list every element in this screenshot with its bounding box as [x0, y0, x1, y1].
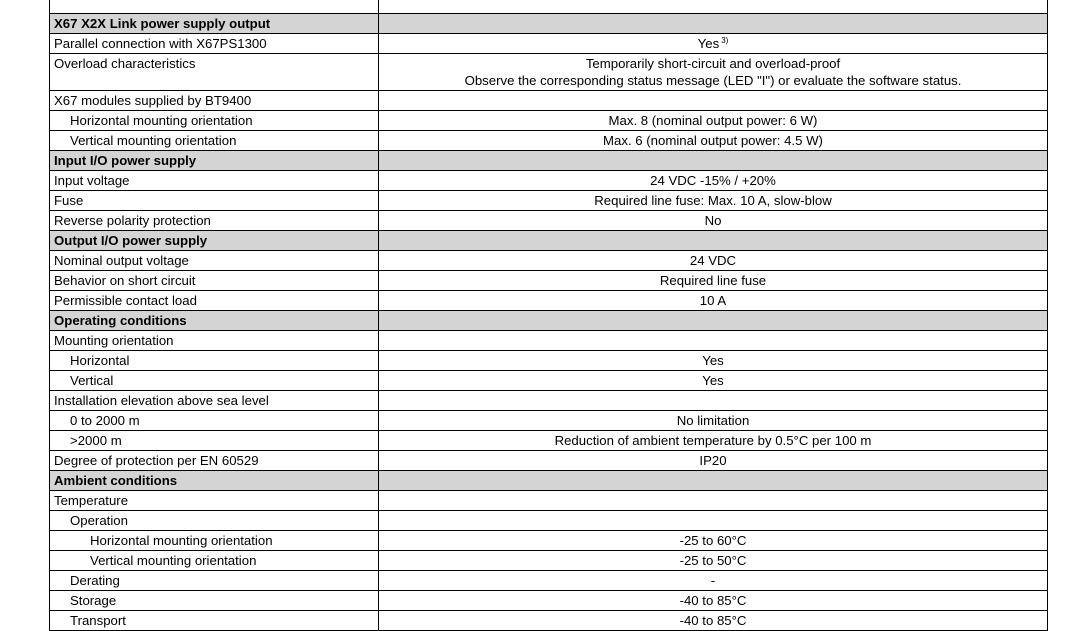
row-value: [379, 0, 1048, 14]
row-value: [379, 191, 1048, 211]
row-value: [379, 91, 1048, 111]
section-blank-cell: [379, 311, 1048, 331]
spec-table: [49, 0, 1048, 631]
row-value: [379, 251, 1048, 271]
row-value: [379, 411, 1048, 431]
table-row: [50, 531, 1048, 551]
row-value: [379, 34, 1048, 54]
row-value: [379, 211, 1048, 231]
section-header-row: [50, 151, 1048, 171]
footnote-marker: 3): [721, 36, 729, 45]
row-label: Overload characteristics: [50, 54, 379, 91]
spec-table-body: [50, 0, 1048, 631]
table-row: [50, 491, 1048, 511]
row-value: [379, 571, 1048, 591]
row-value-text: -40 to 85°C: [679, 593, 747, 608]
row-value-text: Yes: [702, 373, 724, 388]
row-value-text: Required line fuse: [659, 273, 767, 288]
row-value-text: Max. 6 (nominal output power: 4.5 W): [603, 133, 823, 148]
section-blank-cell: [379, 151, 1048, 171]
row-value: [379, 551, 1048, 571]
table-row: [50, 551, 1048, 571]
row-value: [379, 371, 1048, 391]
row-label: Derating: [50, 571, 379, 591]
row-value: [379, 611, 1048, 631]
section-title: Ambient conditions: [50, 471, 379, 491]
section-header-row: [50, 471, 1048, 491]
row-label: Vertical mounting orientation: [50, 131, 379, 151]
section-blank-cell: [379, 231, 1048, 251]
table-row: [50, 391, 1048, 411]
row-value: [379, 591, 1048, 611]
row-label: Input voltage: [50, 171, 379, 191]
section-title: Operating conditions: [50, 311, 379, 331]
table-row: [50, 371, 1048, 391]
row-value: [379, 131, 1048, 151]
table-row: [50, 34, 1048, 54]
row-value: [379, 111, 1048, 131]
row-label: Behavior on short circuit: [50, 271, 379, 291]
section-title: X67 X2X Link power supply output: [50, 14, 379, 34]
row-label: [50, 0, 379, 14]
row-label: Vertical: [50, 371, 379, 391]
row-value: [379, 54, 1048, 91]
row-value: [379, 271, 1048, 291]
row-value: [379, 391, 1048, 411]
row-label: Operation: [50, 511, 379, 531]
row-value-text: 24 VDC: [689, 253, 737, 268]
table-row: [50, 331, 1048, 351]
row-value: [379, 171, 1048, 191]
row-label: Reverse polarity protection: [50, 211, 379, 231]
row-label: Installation elevation above sea level: [50, 391, 379, 411]
row-label: Temperature: [50, 491, 379, 511]
row-value-text: -25 to 50°C: [679, 553, 747, 568]
section-blank-cell: [379, 471, 1048, 491]
section-title: Input I/O power supply: [50, 151, 379, 171]
table-row: [50, 251, 1048, 271]
row-value-text: 10 A: [699, 293, 727, 308]
table-row: [50, 591, 1048, 611]
section-header-row: [50, 311, 1048, 331]
row-value-text: Yes: [697, 36, 720, 51]
table-row: [50, 411, 1048, 431]
table-row: [50, 431, 1048, 451]
row-value-line: Observe the corresponding status message (LED "I") or evaluate the software status.: [464, 73, 962, 88]
section-blank-cell: [379, 14, 1048, 34]
row-label: Parallel connection with X67PS1300: [50, 34, 379, 54]
row-label: Horizontal mounting orientation: [50, 531, 379, 551]
row-value: [379, 511, 1048, 531]
row-value-text: IP20: [699, 453, 727, 468]
row-label: >2000 m: [50, 431, 379, 451]
row-value-text: -25 to 60°C: [679, 533, 747, 548]
row-label: 0 to 2000 m: [50, 411, 379, 431]
row-label: Permissible contact load: [50, 291, 379, 311]
row-value-text: No limitation: [676, 413, 750, 428]
section-title: Output I/O power supply: [50, 231, 379, 251]
row-label: X67 modules supplied by BT9400: [50, 91, 379, 111]
row-label: Horizontal mounting orientation: [50, 111, 379, 131]
table-row: [50, 131, 1048, 151]
table-row: [50, 54, 1048, 91]
row-value: [379, 331, 1048, 351]
row-label: Mounting orientation: [50, 331, 379, 351]
row-value: [379, 351, 1048, 371]
row-value: [379, 431, 1048, 451]
row-value-text: -: [710, 573, 716, 588]
row-value-text: -40 to 85°C: [679, 613, 747, 628]
section-header-row: [50, 231, 1048, 251]
table-row: [50, 271, 1048, 291]
table-row: [50, 451, 1048, 471]
section-header-row: [50, 14, 1048, 34]
row-value: [379, 451, 1048, 471]
table-row: [50, 611, 1048, 631]
row-label: Storage: [50, 591, 379, 611]
row-label: Degree of protection per EN 60529: [50, 451, 379, 471]
table-row: [50, 191, 1048, 211]
row-value-text: Reduction of ambient temperature by 0.5°C per 100 m: [554, 433, 872, 448]
row-value-line: Temporarily short-circuit and overload-proof: [585, 56, 841, 71]
table-row: [50, 351, 1048, 371]
row-label: Nominal output voltage: [50, 251, 379, 271]
row-value: [379, 531, 1048, 551]
table-row: [50, 171, 1048, 191]
table-row: [50, 111, 1048, 131]
row-value: [379, 491, 1048, 511]
row-value-text: Yes: [702, 353, 724, 368]
table-row: [50, 571, 1048, 591]
row-value-text: Required line fuse: Max. 10 A, slow-blow: [594, 193, 832, 208]
table-row: [50, 211, 1048, 231]
table-row: [50, 291, 1048, 311]
table-row: [50, 511, 1048, 531]
table-row-partial: [50, 0, 1048, 14]
row-value-text: No: [704, 213, 722, 228]
row-value-text: Max. 8 (nominal output power: 6 W): [608, 113, 818, 128]
row-value: [379, 291, 1048, 311]
row-value-text: 24 VDC -15% / +20%: [650, 173, 776, 188]
row-label: Horizontal: [50, 351, 379, 371]
table-row: [50, 91, 1048, 111]
row-label: Fuse: [50, 191, 379, 211]
row-label: Vertical mounting orientation: [50, 551, 379, 571]
row-label: Transport: [50, 611, 379, 631]
